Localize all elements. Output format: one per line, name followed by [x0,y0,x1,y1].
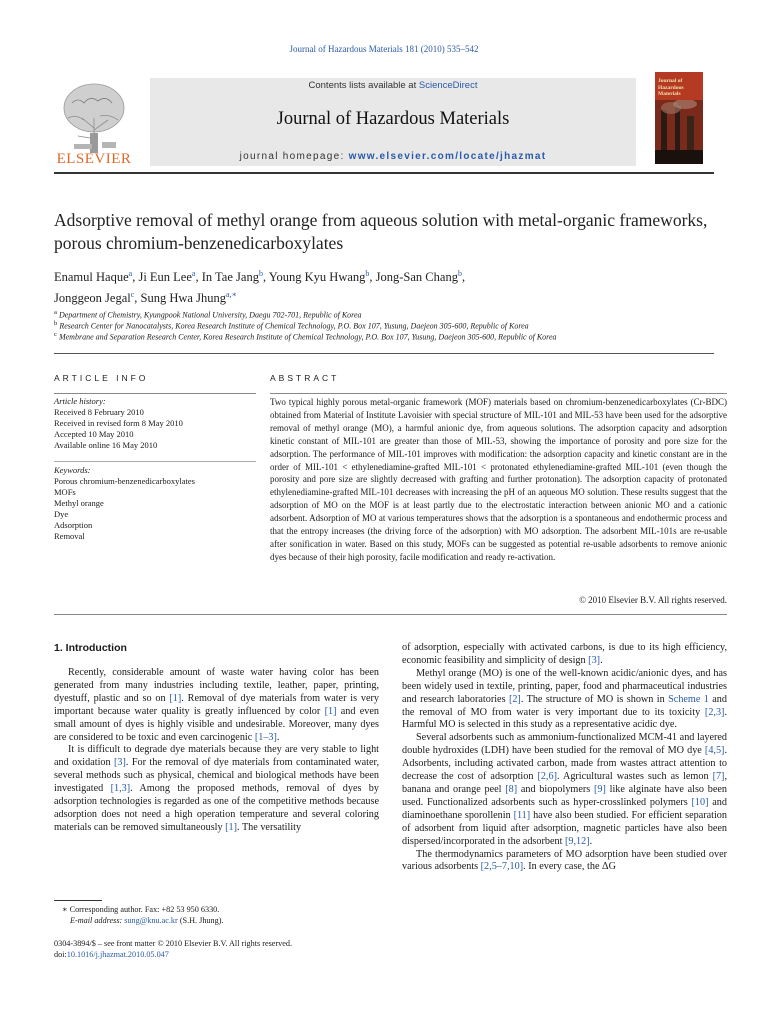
abstract-text: Two typical highly porous metal-organic framework (MOF) materials based on chromium-benzenedicarboxylates (Cr-BDC) obtained from Material of Institute Lavoisier with special structure of MIL-101 and MIL-53 have been used for the adsorptive removal of methyl orange (MO), a harmful anionic dye, from aqueous solutions. The adsorption capacity and adsorption kinetic constant of MIL-101 are greater than those of MIL-53, showing the importance of porosity and pore size for the adsorption. The performance of MIL-101 improves with modification: the adsorption capacity and kinetic constant are in the order of MIL-101 < ethylenediamine-grafted MIL-101 < protonated ethylenediamine-grafted MIL-101 (even though the porosity and pore size are slightly decreased with grafting and further protonation). The adsorption capacity of protonated ethylenediamine-grafted MIL-101 decreases with increasing the pH of an aqueous MO solution. These results suggest that the adsorption of MO on the MOF is at least partly due to the electrostatic interaction between anionic MO and a cationic adsorbent. Adsorption of MO at various temperatures shows that the adsorption is a spontaneous and endothermic process and that the entropy increases (the driving force of the adsorption) with MO adsorption. The adsorbent MIL-101s are re-usable after sonification in water. Based on this study, MOFs can be suggested as potential re-usable adsorbents to remove anionic dyes because of their high porosity, facile modification and ready re-activation. [270,397,727,562]
citation-link[interactable]: [2,5–7,10] [480,861,524,873]
text-run: . The versatility [237,821,302,833]
author-affiliation-mark[interactable]: a [128,269,133,278]
citation-link[interactable]: [2,3] [704,706,725,718]
issn-doi-block [54,938,384,960]
author-affiliation-mark[interactable]: b [457,269,462,278]
article-info-heading: ARTICLE INFO [54,373,149,383]
journal-cover-image[interactable] [655,72,703,164]
homepage-url-link[interactable]: www.elsevier.com/locate/jhazmat [348,151,547,162]
affiliation [54,320,734,331]
cover-photo-icon [655,100,703,164]
keyword: Removal [54,531,85,541]
author-affiliation-mark[interactable]: c [130,290,135,300]
text-run: . In every case, the ΔG [523,861,616,873]
author-name: In Tae Jang [201,270,259,285]
affiliation-text: Membrane and Separation Research Center, Korea Research Institute of Chemical Technology, P.O. Box 107, Yusung, Daejeon 305-600, Republic of Korea [58,332,557,342]
text-run: have also been studied. For efficient separation of adsorbent from liquid after adsorption, magnetic particles have also been dispersed/incorporated in the adsorbent [402,809,727,847]
contents-available-line [150,80,636,91]
keyword: Dye [54,509,69,519]
affiliation-mark: a [54,309,57,316]
citation-link[interactable]: [2] [508,693,521,705]
affiliation [54,309,734,320]
text-run: Recently, considerable amount of waste water having color has been generated from many industries including textile, leather, paper, printing, dyestuff, plastic and so on [54,667,379,704]
paragraph [54,744,379,834]
author-affiliation-mark[interactable]: a,∗ [225,290,237,300]
keyword: Methyl orange [54,498,104,508]
email-label: E-mail address: [70,916,125,925]
affiliation [54,331,734,342]
citation-link[interactable]: [7] [712,771,725,783]
citation-link[interactable]: [8] [505,783,518,795]
text-run: and the removal of MO from water is very important due to its toxicity [402,693,727,718]
scheme-link[interactable]: Scheme 1 [668,693,709,705]
text-run: , banana and orange peel [402,771,727,795]
citation-link[interactable]: [11] [513,809,531,821]
affiliation-text: Department of Chemistry, Kyungpook National University, Daegu 702-701, Republic of Korea [58,310,362,320]
paragraph [402,732,727,848]
keyword: MOFs [54,487,76,497]
text-run: . Agricultural wastes such as lemon [556,771,713,783]
citation-link[interactable]: [1] [324,705,337,717]
paragraph [402,668,727,733]
text-run: like alginate have also been used. Functionalized adsorbents such as hyper-crosslinked polymers [402,783,727,808]
citation-link[interactable]: [3] [114,757,126,769]
citation-link[interactable]: [9,12] [564,835,590,847]
footnote-rule [54,900,102,901]
author-affiliation-mark[interactable]: b [365,269,370,278]
text-run: of adsorption, especially with activated carbons, is due to its high efficiency, economic feasibility and simplicity of design [402,642,727,666]
paragraph [54,667,379,744]
citation-link[interactable]: [10] [691,796,709,808]
doi-label: doi: [54,950,67,959]
contents-prefix: Contents lists available at [308,80,419,91]
author-name: Young Kyu Hwang [268,270,366,285]
author-list: Enamul Haque$^a$, Ji Eun Lee$^a$, In Tae Jang$^b$, Young Kyu Hwang$^b$, Jong-San Chang$^b$, Jonggeon Jegal$^c$, Sung Hwa Jhung$^{a,∗}$ [54,269,466,306]
cover-title-line3: Materials [658,91,681,97]
citation-link[interactable]: [1,3] [110,783,131,795]
text-run: It is difficult to degrade dye materials because they are very stable to light and oxidation [54,744,379,769]
section-heading-introduction: 1. Introduction [54,642,127,654]
history-entry: Available online 16 May 2010 [54,440,158,450]
text-run: . Removal of dye materials from water is very important because water quality is greatly influenced by color [54,692,380,717]
paragraph [402,849,727,875]
body-column-right [402,642,727,874]
issn-line: 0304-3894/$ – see front matter © 2010 Elsevier B.V. All rights reserved. [54,939,293,948]
body-column-left [54,667,379,835]
text-run: and diaminoethane sporollenin [402,796,727,821]
history-entry: Accepted 10 May 2010 [54,429,134,439]
corresponding-author-note: ∗ Corresponding author. Fax: +82 53 950 6330. [62,905,220,914]
author-name: Sung Hwa Jhung [140,291,226,306]
keyword: Adsorption [54,520,93,530]
abstract-copyright: © 2010 Elsevier B.V. All rights reserved. [579,595,727,605]
paragraph [402,642,727,668]
email-note [62,915,382,926]
affiliation-mark: b [54,320,58,327]
cover-title-line2: Hazardous [658,84,684,91]
homepage-prefix: journal homepage: [239,151,349,162]
cover-title [658,78,700,98]
keywords-rule [54,461,256,462]
journal-homepage-line [150,151,636,162]
citation-link[interactable]: [2,6] [537,771,557,783]
citation-link[interactable]: [1] [225,821,238,833]
history-entry: Received in revised form 8 May 2010 [54,418,183,428]
footnotes [62,904,382,926]
text-run: and even small amount of dyes is highly visible and undesirable. Moreover, many dyes are considered to be toxic and even carcinogenic [54,705,379,743]
text-run: Several adsorbents such as ammonium-functionalized MCM-41 and layered double hydroxides (LDH) have been studied for the removal of MO dye [402,732,727,757]
text-run: . [600,654,603,666]
article-info-rule [54,393,256,394]
history-entry: Received 8 February 2010 [54,407,144,417]
title-block-rule [54,353,714,354]
doi-link[interactable]: 10.1016/j.jhazmat.2010.05.047 [66,950,169,959]
front-matter-rule [54,614,727,615]
journal-title: Journal of Hazardous Materials [276,109,510,129]
text-run: . [276,731,280,743]
author-name: Enamul Haque [54,270,129,285]
doi-line [54,949,384,960]
text-run: . Adsorbents, including activated carbon, made from wastes attract attention to decrease the cost of adsorption [402,745,727,783]
author-name: Jonggeon Jegal [54,291,131,306]
affiliation-mark: c [54,331,57,338]
article-history [54,396,259,451]
cover-title-line1: Journal of [658,78,683,84]
citation-link[interactable]: [4,5] [704,745,725,757]
text-run: Methyl orange (MO) is one of the well-known acidic/anionic dyes, and has been widely used in textile, printing, paper, food and pharmaceutical industries and research laboratories [402,667,727,705]
email-link[interactable]: sung@knu.ac.kr [124,916,178,925]
keywords-label: Keywords: [54,465,91,475]
author-affiliation-mark[interactable]: a [191,269,196,278]
keywords-list [54,465,259,542]
journal-citation-link[interactable]: Journal of Hazardous Materials 181 (2010) 535–542 [289,44,479,54]
abstract-heading: ABSTRACT [270,373,340,383]
affiliation-text: Research Center for Nanocatalysts, Korea Research Institute of Chemical Technology, P.O. Box 107, Yusung, Daejeon 305-600, Republic of Korea [59,321,529,331]
text-run: and biopolymers [517,783,594,795]
author-name: Jong-San Chang [375,270,458,285]
text-run: The thermodynamics parameters of MO adsorption have been studied over various adsorbents [402,848,727,873]
citation-link[interactable]: [9] [593,783,606,795]
abstract-rule [270,393,727,394]
publisher-name: ELSEVIER [56,151,132,167]
author-affiliation-mark[interactable]: b [258,269,263,278]
email-suffix: (S.H. Jhung). [177,916,224,925]
paper-title: Adsorptive removal of methyl orange from aqueous solution with metal-organic frameworks, porous chromium-benzenedicarboxylates [54,210,708,253]
sciencedirect-link[interactable]: ScienceDirect [418,80,478,91]
author-name: Ji Eun Lee [138,270,192,285]
text-run: . Harmful MO is selected in this study as a representative acidic dye. [402,706,727,731]
text-run: . Among the proposed methods, removal of dyes by adsorption technologies is regarded as one of the competitive methods because adsorption does not need a high operation temperature and several coloring materials can be removed simultaneously [54,783,379,833]
header-rule [54,172,714,174]
text-run: . The structure of MO is shown in [520,693,669,705]
text-run: . For the removal of dye materials from contaminated water, several methods such as physical, chemical and biological methods have been investigated [54,757,379,795]
citation-link[interactable]: [1–3] [254,731,277,743]
citation-link[interactable]: [1] [169,692,182,704]
text-run: . [589,835,593,847]
citation-link[interactable]: [3] [588,654,601,666]
history-label: Article history: [54,396,106,406]
keyword: Porous chromium-benzenedicarboxylates [54,476,195,486]
